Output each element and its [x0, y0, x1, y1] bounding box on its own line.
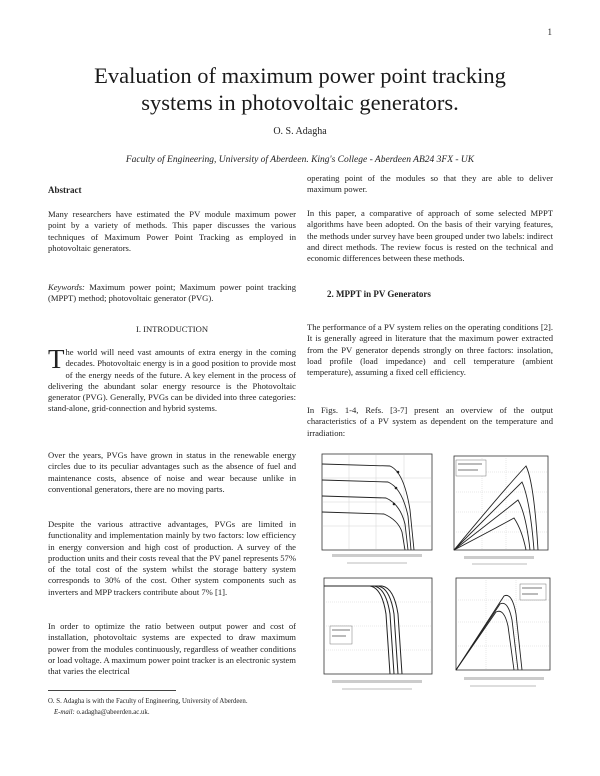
- paper-title: [40, 62, 560, 116]
- footnote-rule: [48, 690, 176, 691]
- footnote-email: o.adagha@abeerden.ac.uk.: [74, 708, 150, 716]
- right-paragraph-3: In Figs. 1-4, Refs. [3-7] present an overview of the output characteristics of a PV system as dependent on the temperature and irradiation:: [307, 405, 553, 438]
- footnote-email-line: [48, 708, 308, 719]
- figure-4-pv-temperature: [442, 574, 554, 696]
- author: O. S. Adagha: [273, 126, 327, 137]
- right-paragraph-2: The performance of a PV system relies on the operating conditions [2]. It is generally agreed in literature that the maximum power extracted from the PV generator depends strongly on three factors: insolation, load profile (load impedance) and cell temperature (ambient temperature), assuming a fixed cell efficiency.: [307, 322, 553, 378]
- title-line-2: systems in photovoltaic generators.: [141, 90, 459, 115]
- intro-paragraph-1: [48, 344, 296, 415]
- right-paragraph-1: In this paper, a comparative of approach of some selected MPPT algorithms have been adopted. On the basis of their varying features, the methods under survey have been grouped under two labels: indirect and direct methods. The review focus is rested on the technical and economic differences between these methods.: [307, 208, 553, 264]
- figure-2-pv-curves: [442, 452, 552, 570]
- figure-1-iv-curves: [312, 450, 437, 570]
- affiliation: Faculty of Engineering, University of Aberdeen. King's College - Aberdeen AB24 3FX - UK: [125, 155, 475, 165]
- keywords: [48, 282, 296, 305]
- title-line-1: Evaluation of maximum power point tracking: [94, 63, 506, 88]
- footnote-affiliation: O. S. Adagha is with the Faculty of Engineering, University of Aberdeen.: [48, 698, 248, 705]
- figure-3-iv-temperature: [312, 574, 437, 696]
- footnote-email-label: E-mail:: [54, 708, 75, 716]
- keywords-text: Maximum power point; Maximum power point tracking (MPPT) method; photovoltaic generator (PVG).: [48, 282, 296, 304]
- intro-paragraph-1-text: he world will need vast amounts of extra energy in the coming decades. Photovoltaic energy is in a good position to provide most of the energy needs of the future. A key element in the process of delivering the abundant solar energy resource is the Photovoltaic generator (PVG). Generally, PVGs can be divided into three categories: stand-alone, grid-connection and hybrid systems.: [48, 347, 296, 414]
- page-number: 1: [547, 27, 552, 37]
- intro-paragraph-3: Despite the various attractive advantages, PVGs are limited in functionality and implementation mainly by two factors: low efficiency in energy conversion and high cost of production. A survey of the production units and their costs reveal that the PV panel represents 57% of the total cost of the system whilst the storage battery system corresponds to 30% of the cost. Other system components such as inverters and MPP trackers contribute about 7% [1].: [48, 519, 296, 597]
- right-paragraph-0: operating point of the modules so that they are able to deliver maximum power.: [307, 173, 553, 195]
- drop-cap: T: [48, 344, 65, 374]
- abstract-text: Many researchers have estimated the PV module maximum power point by a variety of methods. This paper discusses the various techniques of Maximum Power Point Tracking as employed in photovoltaic generators.: [48, 209, 296, 253]
- intro-paragraph-4: In order to optimize the ratio between output power and cost of installation, photovoltaic systems are expected to draw maximum power from the modules continuously, regardless of weather conditions or load voltage. A maximum power point tracker is an electronic system that varies the electrical: [48, 621, 296, 677]
- keywords-label: Keywords:: [48, 282, 85, 292]
- section-1-heading: I. INTRODUCTION: [135, 324, 209, 334]
- footnote: [48, 697, 308, 718]
- abstract-heading: Abstract: [48, 185, 82, 195]
- section-2-heading: 2. MPPT in PV Generators: [327, 289, 431, 299]
- intro-paragraph-2: Over the years, PVGs have grown in status in the renewable energy circles due to its peculiar advantages such as the absence of fuel and maintenance costs, absence of noise and wear because unlike in conventional generators, there are no moving parts.: [48, 450, 296, 494]
